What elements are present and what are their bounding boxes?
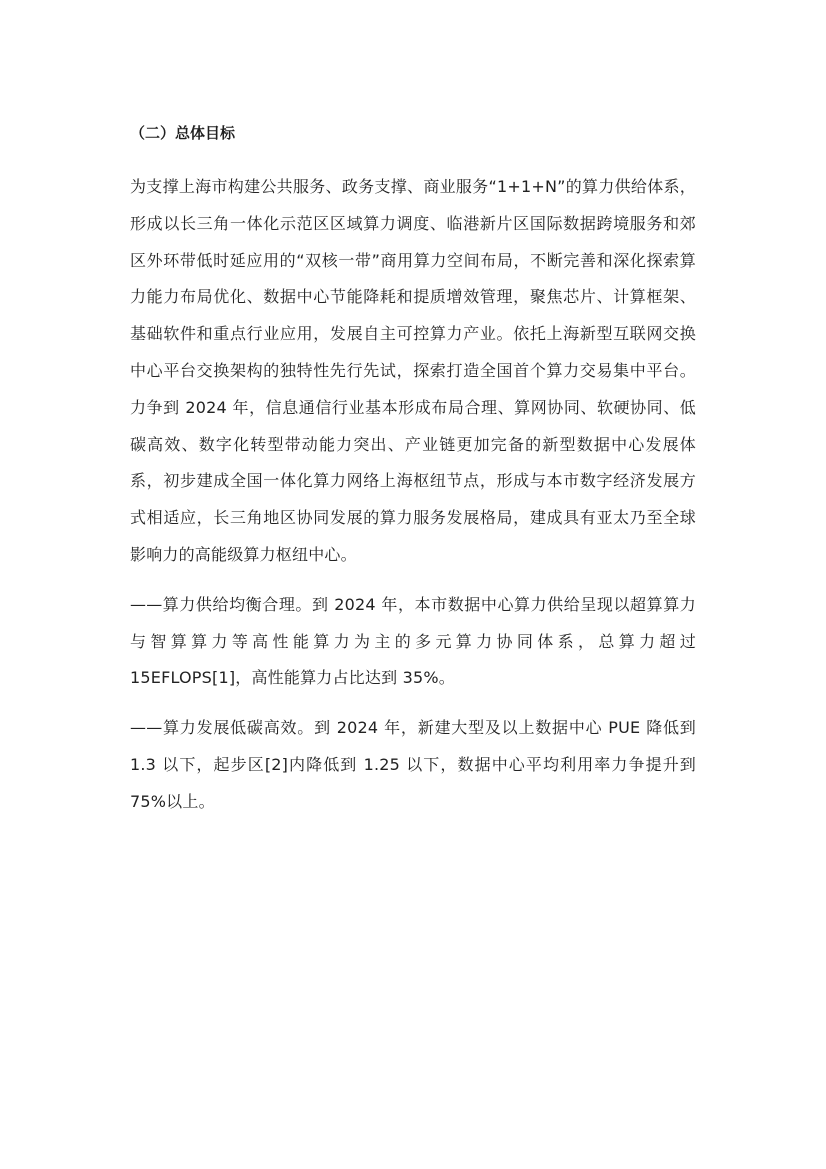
paragraph-overall-goal: 为支撑上海市构建公共服务、政务支撑、商业服务“1+1+N”的算力供给体系，形成以长三角一体化示范区区域算力调度、临港新片区国际数据跨境服务和郊区外环带低时延应用的“双核一带”商用算力空间布局，不断完善和深化探索算力能力布局优化、数据中心节能降耗和提质增效管理，聚焦芯片、计算框架、基础软件和重点行业应用，发展自主可控算力产业。依托上海新型互联网交换中心平台交换架构的独特性先行先试，探索打造全国首个算力交易集中平台。力争到 2024 年，信息通信行业基本形成布局合理、算网协同、软硬协同、低碳高效、数字化转型带动能力突出、产业链更加完备的新型数据中心发展体系，初步建成全国一体化算力网络上海枢纽节点，形成与本市数字经济发展方式相适应，长三角地区协同发展的算力服务发展格局，建成具有亚太乃至全球影响力的高能级算力枢纽中心。 [130,177,696,564]
paragraph-supply-balance: ——算力供给均衡合理。到 2024 年，本市数据中心算力供给呈现以超算算力与智算算力等高性能算力为主的多元算力协同体系，总算力超过 15EFLOPS[1]，高性能算力占比达到 35%。 [130,594,696,688]
paragraph-low-carbon: ——算力发展低碳高效。到 2024 年，新建大型及以上数据中心 PUE 降低到 1.3 以下，起步区[2]内降低到 1.25 以下，数据中心平均利用率力争提升到 75%以上。 [130,718,696,811]
section-heading: （二）总体目标 [130,124,236,142]
document-content [130,121,696,821]
